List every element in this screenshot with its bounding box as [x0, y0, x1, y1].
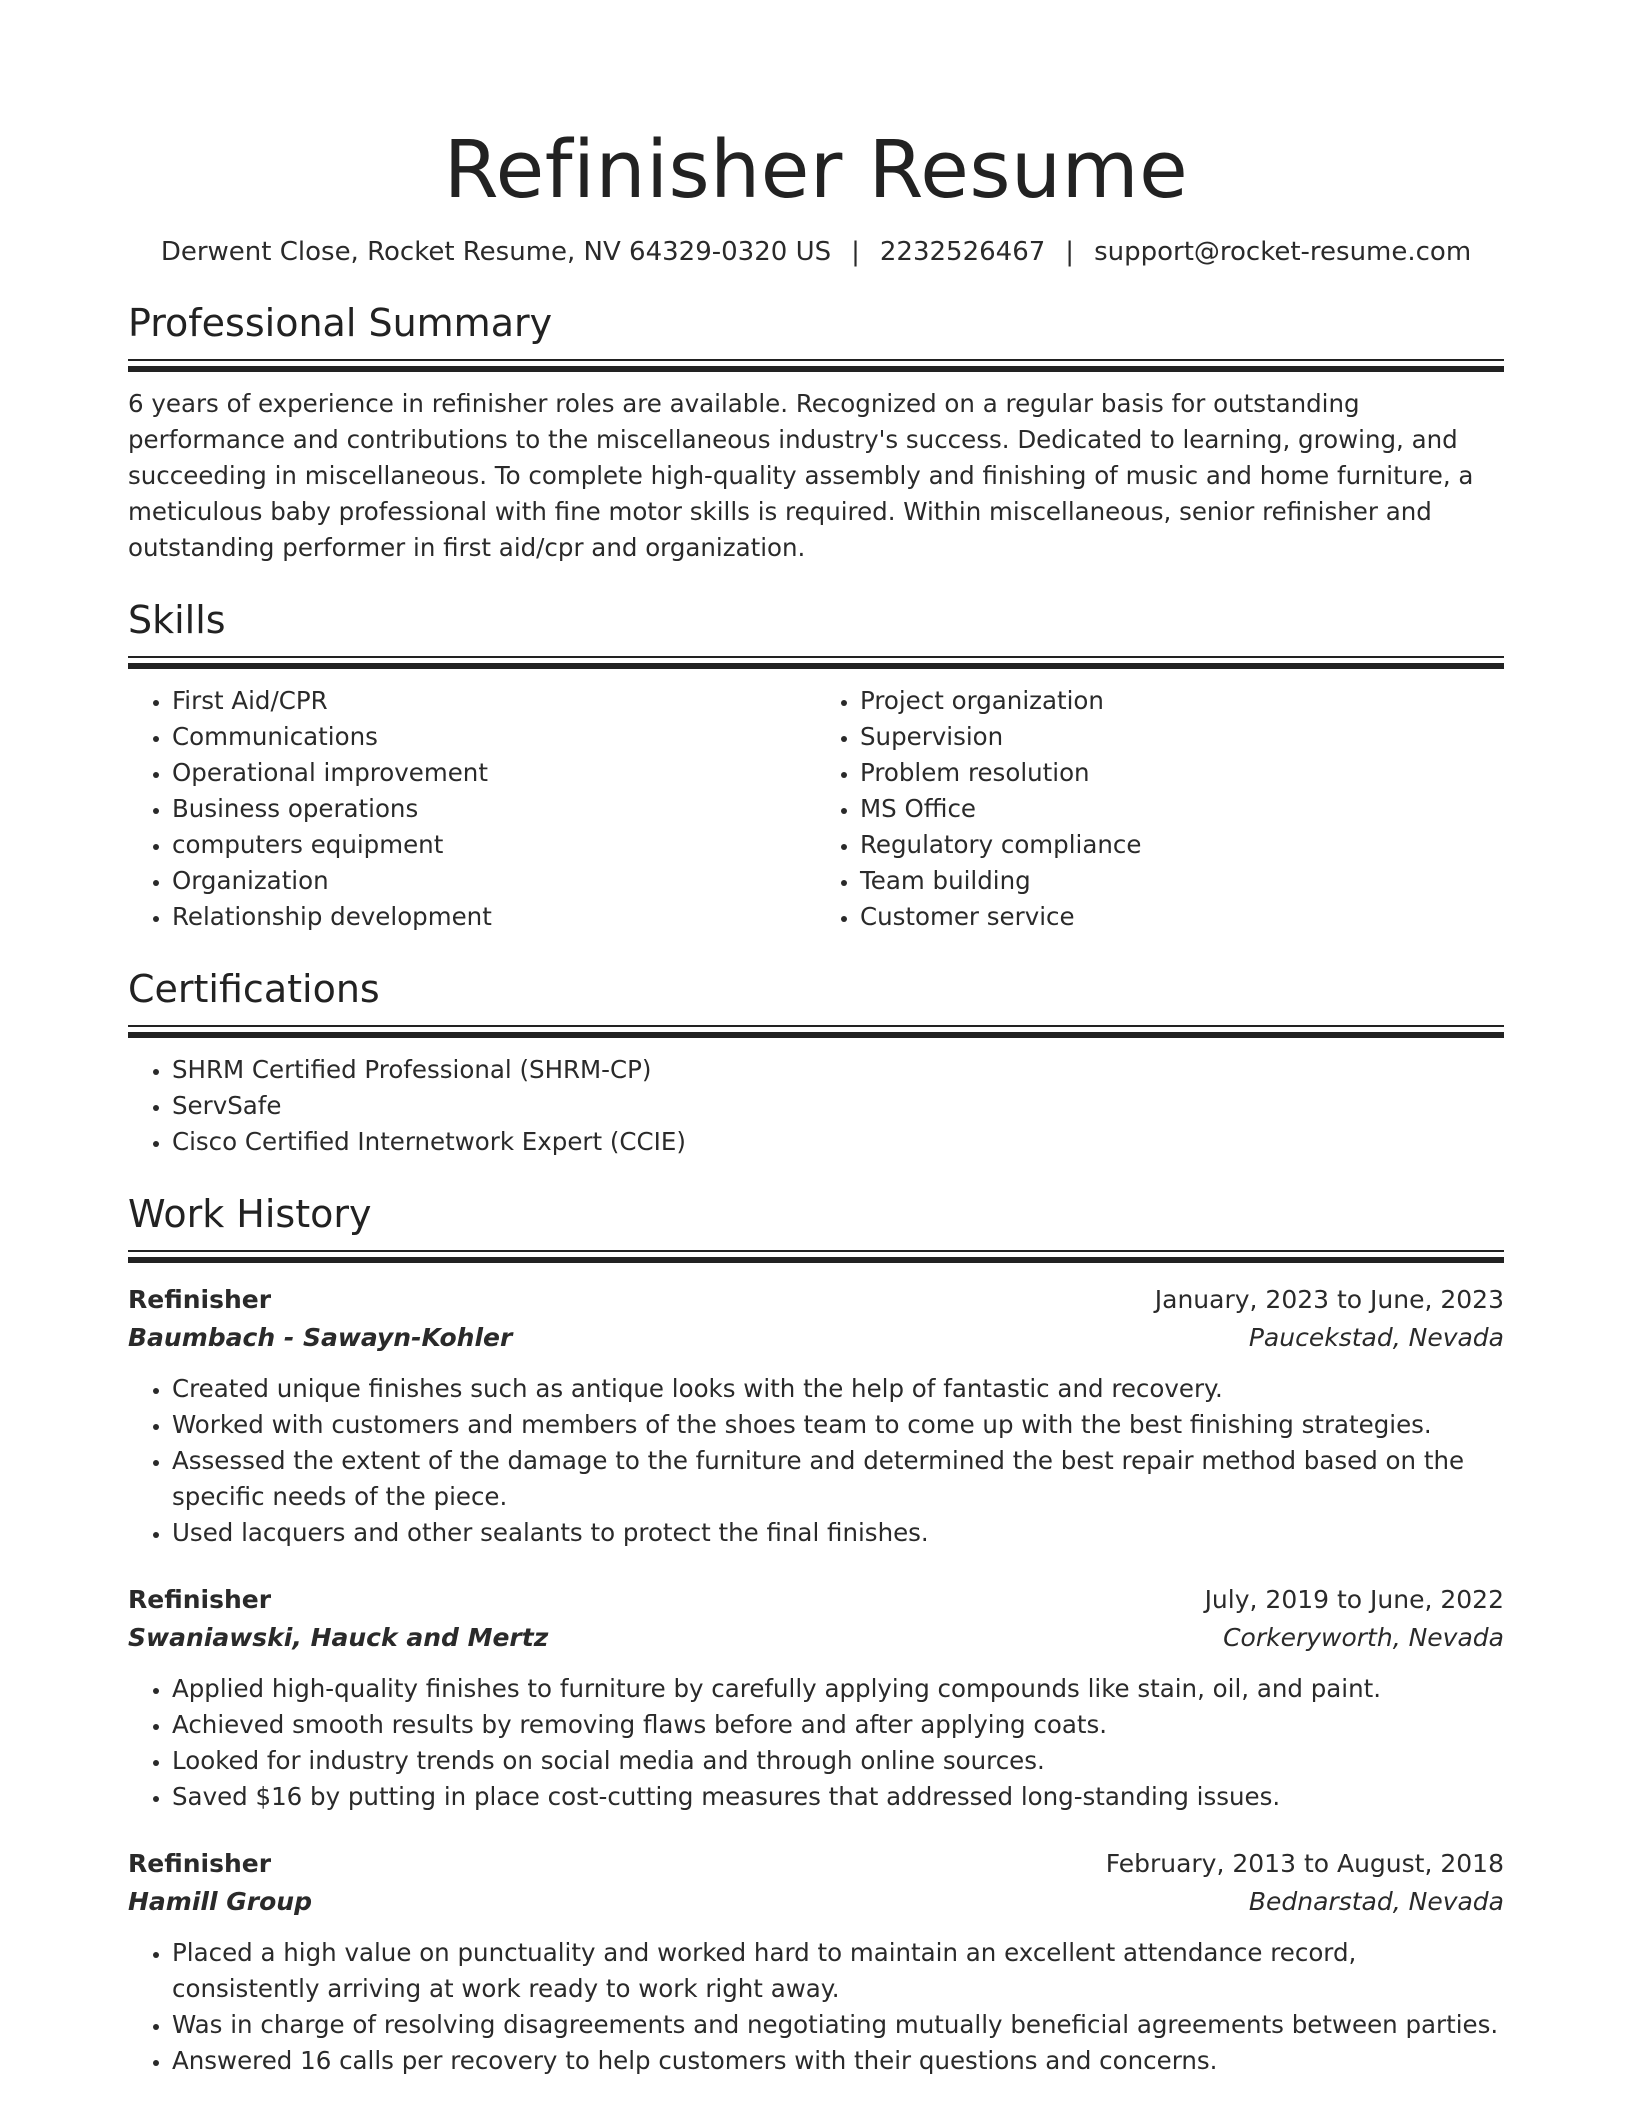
- job-company: Hamill Group: [128, 1887, 312, 1916]
- skill-item: • Supervision: [860, 719, 1504, 755]
- contact-separator: |: [1065, 237, 1075, 267]
- contact-phone: 2232526467: [879, 237, 1046, 267]
- contact-separator: |: [851, 237, 860, 267]
- section-rule: [128, 359, 1504, 372]
- section-certifications: [128, 965, 1504, 1160]
- skill-item: • Communications: [172, 719, 816, 755]
- job-title: Refinisher: [128, 1585, 272, 1614]
- job-dates: February, 2013 to August, 2018: [1105, 1849, 1504, 1878]
- job-bullet: • Placed a high value on punctuality and worked hard to maintain an excellent attendance record, consistently arriving at work ready to work right away.: [172, 1935, 1504, 2007]
- job-location: Paucekstad, Nevada: [1248, 1323, 1504, 1352]
- contact-line: [128, 235, 1504, 269]
- section-heading: Work History: [128, 1192, 372, 1236]
- job-title: Refinisher: [128, 1285, 272, 1314]
- skill-item: • Relationship development: [172, 899, 816, 935]
- job-bullets: [128, 1371, 1504, 1551]
- job-bullet: • Created unique finishes such as antique looks with the help of fantastic and recovery.: [172, 1371, 1504, 1407]
- skills-list-left: [128, 683, 816, 935]
- skill-item: • Project organization: [860, 683, 1504, 719]
- contact-email: support@rocket-resume.com: [1094, 237, 1472, 267]
- skills-columns: [128, 669, 1504, 935]
- skill-item: • Regulatory compliance: [860, 827, 1504, 863]
- job-title: Refinisher: [128, 1849, 272, 1878]
- skills-list-right: [816, 683, 1504, 935]
- job-bullet: • Answered 16 calls per recovery to help customers with their questions and concerns.: [172, 2043, 1504, 2079]
- job-bullets: [128, 1935, 1504, 2079]
- job-bullet: • Assessed the extent of the damage to the furniture and determined the best repair method based on the specific needs of the piece.: [172, 1443, 1504, 1515]
- job-location: Corkeryworth, Nevada: [1223, 1623, 1504, 1652]
- section-heading: Skills: [128, 598, 226, 642]
- skill-item: • First Aid/CPR: [172, 683, 816, 719]
- job-bullet: • Looked for industry trends on social media and through online sources.: [172, 1743, 1504, 1779]
- job-company: Swaniawski, Hauck and Mertz: [128, 1623, 549, 1652]
- skill-item: • Operational improvement: [172, 755, 816, 791]
- job-bullet: • Worked with customers and members of the shoes team to come up with the best finishing strategies.: [172, 1407, 1504, 1443]
- section-heading: Professional Summary: [128, 301, 553, 345]
- section-summary: [128, 299, 1504, 566]
- skill-item: • Business operations: [172, 791, 816, 827]
- section-rule: [128, 656, 1504, 669]
- summary-text: 6 years of experience in refinisher roles are available. Recognized on a regular basis for outstanding performance and contributions to the miscellaneous industry's success. Dedicated to learning, growing, and succeeding in miscellaneous. To complete high-quality assembly and finishing of music and home furniture, a meticulous baby professional with fine motor skills is required. Within miscellaneous, senior refinisher and outstanding performer in first aid/cpr and organization.: [128, 389, 1474, 562]
- job-bullet: • Was in charge of resolving disagreements and negotiating mutually beneficial agreements between parties.: [172, 2007, 1504, 2043]
- section-rule: [128, 1250, 1504, 1263]
- job-location: Bednarstad, Nevada: [1248, 1887, 1504, 1916]
- section-skills: [128, 596, 1504, 935]
- resume-title: Refinisher Resume: [443, 124, 1189, 216]
- job-bullet: • Used lacquers and other sealants to protect the final finishes.: [172, 1515, 1504, 1551]
- section-heading: Certifications: [128, 967, 380, 1011]
- certification-item: • SHRM Certified Professional (SHRM-CP): [172, 1052, 1504, 1088]
- certification-item: • Cisco Certified Internetwork Expert (CCIE): [172, 1124, 1504, 1160]
- job-dates: January, 2023 to June, 2023: [1154, 1285, 1504, 1314]
- job-entry: [128, 1845, 1504, 2079]
- job-entry: [128, 1281, 1504, 1551]
- skill-item: • Problem resolution: [860, 755, 1504, 791]
- section-rule: [128, 1025, 1504, 1038]
- skill-item: • Customer service: [860, 899, 1504, 935]
- resume-page: [128, 0, 1504, 2079]
- contact-address: Derwent Close, Rocket Resume, NV 64329-0320 US: [160, 237, 832, 267]
- skill-item: • Team building: [860, 863, 1504, 899]
- section-work-history: [128, 1190, 1504, 2079]
- skill-item: • computers equipment: [172, 827, 816, 863]
- job-bullet: • Saved $16 by putting in place cost-cutting measures that addressed long-standing issues.: [172, 1779, 1504, 1815]
- job-dates: July, 2019 to June, 2022: [1204, 1585, 1504, 1614]
- job-bullet: • Achieved smooth results by removing flaws before and after applying coats.: [172, 1707, 1504, 1743]
- certifications-list: [128, 1052, 1504, 1160]
- skill-item: • MS Office: [860, 791, 1504, 827]
- job-company: Baumbach - Sawayn-Kohler: [128, 1323, 513, 1352]
- skill-item: • Organization: [172, 863, 816, 899]
- job-entry: [128, 1581, 1504, 1815]
- certification-item: • ServSafe: [172, 1088, 1504, 1124]
- job-bullet: • Applied high-quality finishes to furniture by carefully applying compounds like stain, oil, and paint.: [172, 1671, 1504, 1707]
- job-bullets: [128, 1671, 1504, 1815]
